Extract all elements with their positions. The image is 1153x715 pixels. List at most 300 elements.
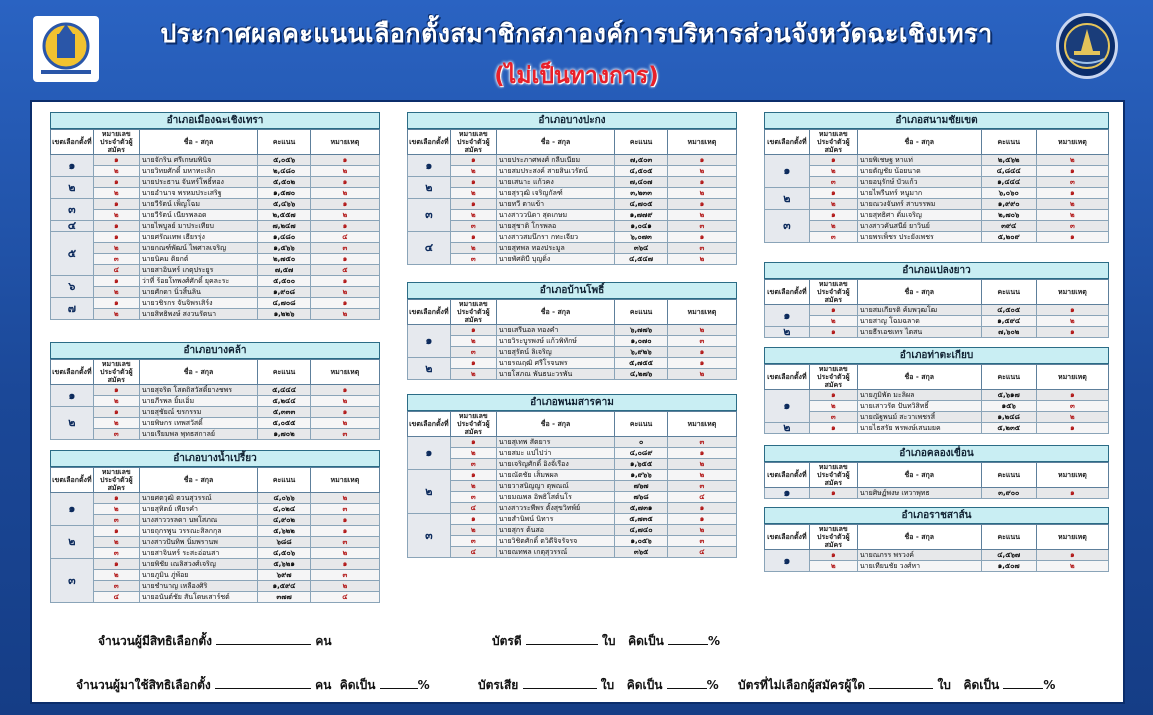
rank-note: ๒ — [310, 548, 379, 559]
candidate-name: นายสุกร ต้นสอ — [496, 525, 614, 536]
vote-score: ๑,๙๙๐ — [981, 199, 1036, 210]
rank-note: ๒ — [310, 418, 379, 429]
vote-score: ๑,๙๐๘ — [258, 287, 311, 298]
candidate-number: ๑ — [450, 177, 496, 188]
no-vote-label: บัตรที่ไม่เลือกผู้สมัครผู้ใด — [738, 678, 866, 692]
candidate-name: นายสิทธิพงษ์ สงวนรัตนา — [139, 309, 257, 320]
district-title: อำเภอท่าตะเกียบ — [764, 347, 1109, 364]
rank-note: ๒ — [1036, 210, 1108, 221]
voters-label: จำนวนผู้มาใช้สิทธิเลือกตั้ง — [76, 678, 211, 692]
candidate-name: นายกณฑ์พัฒน์ ไพศาลเจริญ — [139, 243, 257, 254]
table-row — [408, 177, 737, 188]
candidate-name: นายสุรวุฒิ เจริญกัลฑ์ — [496, 188, 614, 199]
col-score-header: คะแนน — [981, 130, 1036, 155]
vote-score: ๒,๕๕๗ — [258, 210, 311, 221]
bad-percent-label: คิดเป็น — [626, 678, 663, 692]
candidate-name: นายศตวุฒิ ตวนสุวรรณ์ — [139, 493, 257, 504]
district-table — [50, 342, 380, 440]
zone-cell: ๓ — [408, 514, 451, 558]
vote-score: ๒,๗๕๐ — [258, 254, 311, 265]
col-number-header: หมายเลขประจำตัวผู้สมัคร — [450, 130, 496, 155]
vote-score: ๔,๕๐๕ — [615, 166, 668, 177]
col-score-header: คะแนน — [258, 360, 311, 385]
candidate-name: นายไพบูลย์ มาประเทียบ — [139, 221, 257, 232]
vote-score: ๑,๒๔๘ — [981, 412, 1036, 423]
col-note-header: หมายเหตุ — [667, 300, 736, 325]
table-row — [51, 276, 380, 287]
candidate-number: ๒ — [450, 188, 496, 199]
district-table — [407, 282, 737, 380]
rank-note: ๓ — [310, 243, 379, 254]
candidate-number: ๒ — [809, 221, 857, 232]
col-number-header: หมายเลขประจำตัวผู้สมัคร — [809, 365, 857, 390]
candidate-number: ๒ — [450, 166, 496, 177]
candidate-number: ๓ — [450, 254, 496, 265]
table-row — [408, 254, 737, 265]
rank-note: ๓ — [667, 481, 736, 492]
table-row — [408, 536, 737, 547]
no-vote-percent-blank[interactable] — [1003, 688, 1043, 689]
candidate-number: ๓ — [450, 347, 496, 358]
vote-score: ๔,๙๐๒ — [258, 515, 311, 526]
candidate-name: นายศักดา นิ่วสิ้นลิน — [139, 287, 257, 298]
col-name-header: ชื่อ - สกุล — [139, 360, 257, 385]
zone-cell: ๔ — [408, 232, 451, 265]
candidate-number: ๑ — [809, 188, 857, 199]
voters-blank[interactable] — [215, 688, 311, 689]
rank-note: ๑ — [1036, 488, 1108, 499]
candidate-name: นายสมเกียรติ ค้มพวุฒโฒ — [857, 305, 981, 316]
vote-score: ๕,๒๐๙ — [981, 232, 1036, 243]
table-row — [765, 221, 1109, 232]
table-row — [51, 559, 380, 570]
candidate-name: นายภูมิพัต มะลิผล — [857, 390, 981, 401]
candidate-name: นายวีรัตน์ เนียรพลอด — [139, 210, 257, 221]
candidate-name: นายเทียนชัย วงศ์หา — [857, 561, 981, 572]
vote-score: ๕,๗๓๕ — [615, 514, 668, 525]
table-row — [51, 309, 380, 320]
results-panel — [30, 100, 1125, 704]
candidate-number: ๑ — [93, 407, 139, 418]
rank-note: ๑ — [1036, 305, 1108, 316]
candidate-number: ๒ — [450, 481, 496, 492]
rank-note: ๒ — [667, 166, 736, 177]
col-score-header: คะแนน — [258, 468, 311, 493]
candidate-number: ๒ — [93, 570, 139, 581]
vote-score: ๔,๕๔๗ — [615, 254, 668, 265]
candidate-number: ๑ — [809, 390, 857, 401]
candidate-name: นายภีรพล ยิ้มเอิ่ม — [139, 396, 257, 407]
district-title: อำเภอเมืองฉะเชิงเทรา — [50, 112, 380, 129]
candidate-number: ๓ — [93, 254, 139, 265]
vote-score: ๔,๒๗๖ — [615, 369, 668, 380]
vote-score: ๐ — [615, 437, 668, 448]
zone-cell: ๖ — [51, 276, 94, 298]
candidate-number: ๓ — [809, 232, 857, 243]
candidate-number: ๒ — [93, 537, 139, 548]
vote-score: ๕,๐๕๕ — [258, 418, 311, 429]
table-row — [51, 515, 380, 526]
candidate-name: นายสาอินทร์ เกตุประยูร — [139, 265, 257, 276]
table-row — [408, 481, 737, 492]
zone-cell: ๓ — [408, 199, 451, 232]
district-table — [407, 112, 737, 265]
rank-note: ๓ — [667, 221, 736, 232]
zone-cell: ๑ — [51, 155, 94, 177]
table-row — [51, 188, 380, 199]
candidate-name: นายธีรเอชเทร ไตสน — [857, 327, 981, 338]
col-name-header: ชื่อ - สกุล — [496, 130, 614, 155]
rank-note: ๒ — [310, 188, 379, 199]
col-note-header: หมายเหตุ — [667, 130, 736, 155]
col-zone-header: เขตเลือกตั้งที่ — [765, 130, 810, 155]
vote-score: ๓๖๕ — [615, 547, 668, 558]
candidate-name: นายเสนาะ แก้วคง — [496, 177, 614, 188]
candidate-name: นายสุทิตย์ เพียรคำ — [139, 504, 257, 515]
table-row — [408, 210, 737, 221]
eligible-blank[interactable] — [216, 644, 311, 645]
zone-cell: ๑ — [765, 155, 810, 188]
zone-cell: ๒ — [408, 470, 451, 514]
candidate-name: นายวิระบูรพงษ์ แก้วพิทักษ์ — [496, 336, 614, 347]
table-row — [765, 232, 1109, 243]
district-table — [764, 262, 1109, 338]
candidate-name: นายวาสนิญญา ตุพณณ์ — [496, 481, 614, 492]
bad-ballot-unit: ใบ — [600, 678, 615, 692]
vote-score: ๕,๕๐๒ — [258, 177, 311, 188]
rank-note: ๒ — [667, 470, 736, 481]
rank-note: ๑ — [310, 221, 379, 232]
candidate-number: ๑ — [450, 358, 496, 369]
bad-ballot-blank[interactable] — [523, 688, 597, 689]
candidate-name: นายพิษกร เทพสวัสดิ์ — [139, 418, 257, 429]
rank-note: ๑ — [310, 526, 379, 537]
table-row — [51, 407, 380, 418]
candidate-name: นายสำนิพน์ นิทาร — [496, 514, 614, 525]
col-note-header: หมายเหตุ — [1036, 463, 1108, 488]
results-table — [764, 279, 1109, 338]
vote-score: ๔,๗๔๐ — [615, 525, 668, 536]
voters-percent-blank[interactable] — [380, 688, 418, 689]
table-row — [408, 369, 737, 380]
no-vote-unit: ใบ — [937, 678, 951, 692]
table-header-row — [408, 412, 737, 437]
candidate-name: นายสมะ แปไปว่า — [496, 448, 614, 459]
rank-note: ๑ — [310, 155, 379, 166]
candidate-name: นายตัญชัย น้อยนาด — [857, 166, 981, 177]
col-name-header: ชื่อ - สกุล — [857, 463, 981, 488]
no-vote-blank[interactable] — [869, 688, 933, 689]
table-row — [408, 525, 737, 536]
col-score-header: คะแนน — [615, 300, 668, 325]
table-header-row — [765, 365, 1109, 390]
results-table — [764, 129, 1109, 243]
district-table — [407, 394, 737, 558]
good-percent-blank[interactable] — [668, 644, 708, 645]
candidate-name: นายรณฤฒิ ศรีโรจนพร — [496, 358, 614, 369]
zone-cell: ๑ — [765, 488, 810, 499]
candidate-name: นายพิเชษฐ หาแท่ — [857, 155, 981, 166]
candidate-name: นายสาจินทร์ ระสะอ่อนสา — [139, 548, 257, 559]
col-name-header: ชื่อ - สกุล — [857, 130, 981, 155]
candidate-number: ๒ — [93, 243, 139, 254]
candidate-number: ๑ — [809, 305, 857, 316]
vote-score: ๒,๕๖๒ — [981, 155, 1036, 166]
table-row — [51, 254, 380, 265]
candidate-number: ๒ — [450, 448, 496, 459]
candidate-name: นายณวงจันทร์ สาบรรพม — [857, 199, 981, 210]
rank-note: ๑ — [1036, 390, 1108, 401]
candidate-name: นายณัฐพนม์ สะวาเพชรสิ์ — [857, 412, 981, 423]
col-note-header: หมายเหตุ — [1036, 280, 1108, 305]
vote-score: ๑,๖๕๕ — [615, 459, 668, 470]
voters-percent-sign: % — [417, 678, 430, 692]
rank-note: ๓ — [1036, 221, 1108, 232]
zone-cell: ๒ — [51, 177, 94, 199]
col-name-header: ชื่อ - สกุล — [496, 412, 614, 437]
candidate-number: ๓ — [93, 515, 139, 526]
district-title: อำเภอแปลงยาว — [764, 262, 1109, 279]
candidate-name: นายไธสรัย พรพงษ์เสนมยค — [857, 423, 981, 434]
vote-score: ๑,๐๗๐ — [615, 336, 668, 347]
candidate-number: ๑ — [809, 550, 857, 561]
table-row — [765, 550, 1109, 561]
rank-note: ๑ — [667, 155, 736, 166]
candidate-name: นางสาววรลดา นพโสภณ — [139, 515, 257, 526]
candidate-number: ๒ — [450, 336, 496, 347]
vote-score: ๑,๐๕๖ — [615, 536, 668, 547]
rank-note: ๒ — [310, 166, 379, 177]
vote-score: ๕,๖๒๒ — [258, 526, 311, 537]
zone-cell: ๑ — [51, 385, 94, 407]
table-row — [408, 232, 737, 243]
table-row — [765, 305, 1109, 316]
rank-note: ๑ — [667, 347, 736, 358]
rank-note: ๔ — [310, 232, 379, 243]
col-zone-header: เขตเลือกตั้งที่ — [51, 130, 94, 155]
col-score-header: คะแนน — [981, 365, 1036, 390]
rank-note: ๒ — [1036, 199, 1108, 210]
vote-score: ๔,๗๐๕ — [615, 199, 668, 210]
zone-cell: ๑ — [408, 155, 451, 177]
col-score-header: คะแนน — [615, 412, 668, 437]
rank-note: ๒ — [310, 210, 379, 221]
zone-cell: ๓ — [51, 199, 94, 221]
no-vote-row — [738, 676, 1055, 695]
col-note-header: หมายเหตุ — [310, 360, 379, 385]
voters-unit: คน — [315, 678, 332, 692]
table-row — [408, 336, 737, 347]
vote-score: ๕,๔๔๔ — [258, 385, 311, 396]
vote-score: ๑,๕๐๗ — [981, 561, 1036, 572]
results-table — [50, 129, 380, 320]
table-row — [51, 155, 380, 166]
table-row — [51, 199, 380, 210]
rank-note: ๑ — [310, 559, 379, 570]
candidate-name: นางสาวระพีพร ตั้งสุขวิทพ์ย์ — [496, 503, 614, 514]
col-number-header: หมายเลขประจำตัวผู้สมัคร — [93, 468, 139, 493]
district-table — [50, 450, 380, 603]
district-table — [764, 112, 1109, 243]
bad-percent-blank[interactable] — [667, 688, 707, 689]
candidate-name: นายสุทพล ทองประมูล — [496, 243, 614, 254]
col-note-header: หมายเหตุ — [1036, 525, 1108, 550]
rank-note: ๓ — [310, 570, 379, 581]
candidate-name: นายชำนาญ เหลืองศิริ — [139, 581, 257, 592]
rank-note: ๔ — [667, 547, 736, 558]
candidate-number: ๑ — [450, 155, 496, 166]
table-header-row — [765, 130, 1109, 155]
table-row — [765, 488, 1109, 499]
candidate-number: ๓ — [450, 221, 496, 232]
col-score-header: คะแนน — [258, 130, 311, 155]
rank-note: ๑ — [667, 448, 736, 459]
zone-cell: ๒ — [765, 188, 810, 210]
header — [0, 0, 1153, 100]
candidate-number: ๑ — [450, 514, 496, 525]
rank-note: ๒ — [667, 459, 736, 470]
col-number-header: หมายเลขประจำตัวผู้สมัคร — [809, 525, 857, 550]
vote-score: ๒,๔๘๐ — [258, 166, 311, 177]
candidate-number: ๑ — [93, 155, 139, 166]
vote-score: ๑,๕๙๔ — [981, 316, 1036, 327]
zone-cell: ๓ — [765, 210, 810, 243]
candidate-name: นายอำนาจ พรหมประเสริฐ — [139, 188, 257, 199]
vote-score: ๓,๒๓๓ — [615, 188, 668, 199]
vote-score: ๑,๙๖๖ — [615, 470, 668, 481]
eligible-unit: คน — [315, 634, 332, 648]
vote-score: ๔,๕๐๕ — [981, 305, 1036, 316]
candidate-name: นายเจริญศักดิ์ อิงจั่เรือง — [496, 459, 614, 470]
eligible-label: จำนวนผู้มีสิทธิเลือกตั้ง — [98, 634, 212, 648]
table-row — [51, 396, 380, 407]
results-table — [407, 129, 737, 265]
table-row — [408, 188, 737, 199]
candidate-number: ๑ — [93, 559, 139, 570]
vote-score: ๗,๖๐๒ — [981, 327, 1036, 338]
vote-score: ๔,๐๒๔ — [258, 504, 311, 515]
page-subtitle: (ไม่เป็นทางการ) — [494, 63, 659, 89]
candidate-number: ๑ — [450, 199, 496, 210]
results-table — [407, 299, 737, 380]
vote-score: ๕,๐๕๖ — [258, 155, 311, 166]
candidate-number: ๒ — [809, 561, 857, 572]
district-title: อำเภอบางปะกง — [407, 112, 737, 129]
results-table — [764, 364, 1109, 434]
table-row — [408, 243, 737, 254]
rank-note: ๒ — [667, 254, 736, 265]
vote-score: ๔,๘๔๔ — [981, 166, 1036, 177]
candidate-number: ๑ — [450, 325, 496, 336]
candidate-number: ๑ — [93, 385, 139, 396]
candidate-number: ๒ — [450, 243, 496, 254]
table-row — [51, 581, 380, 592]
candidate-number: ๒ — [93, 210, 139, 221]
candidate-number: ๒ — [450, 210, 496, 221]
page-title: ประกาศผลคะแนนเลือกตั้งสมาชิกสภาองค์การบริหารส่วนจังหวัดฉะเชิงเทรา — [160, 19, 993, 48]
candidate-name: นายทวี ตาแข้า — [496, 199, 614, 210]
vote-score: ๖๙๗ — [258, 570, 311, 581]
table-header-row — [408, 300, 737, 325]
table-row — [51, 298, 380, 309]
table-row — [408, 448, 737, 459]
zone-cell: ๔ — [51, 221, 94, 232]
eligible-row — [98, 632, 332, 651]
table-row — [51, 526, 380, 537]
candidate-number: ๒ — [93, 504, 139, 515]
rank-note: ๒ — [310, 493, 379, 504]
table-row — [51, 265, 380, 276]
bad-percent-sign: % — [706, 678, 719, 692]
vote-score: ๔,๗๐๘ — [258, 298, 311, 309]
vote-score: ๖,๗๗๖ — [615, 325, 668, 336]
candidate-name: นายประภาศพงศ์ กลีบเนียม — [496, 155, 614, 166]
table-header-row — [51, 130, 380, 155]
rank-note: ๒ — [310, 309, 379, 320]
zone-cell: ๕ — [51, 232, 94, 276]
bad-ballot-row — [478, 676, 719, 695]
col-number-header: หมายเลขประจำตัวผู้สมัคร — [809, 130, 857, 155]
candidate-number: ๒ — [450, 369, 496, 380]
table-row — [51, 570, 380, 581]
candidate-name: นายณภรร พรวงค์ — [857, 550, 981, 561]
rank-note: ๓ — [667, 536, 736, 547]
candidate-number: ๔ — [450, 503, 496, 514]
rank-note: ๑ — [310, 298, 379, 309]
zone-cell: ๒ — [765, 327, 810, 338]
candidate-number: ๑ — [93, 221, 139, 232]
candidate-number: ๒ — [93, 188, 139, 199]
col-number-header: หมายเลขประจำตัวผู้สมัคร — [93, 130, 139, 155]
good-percent-sign: % — [708, 634, 721, 648]
vote-score: ๑,๕๙๔ — [258, 581, 311, 592]
district-title: อำเภอพนมสารคาม — [407, 394, 737, 411]
good-ballot-blank[interactable] — [526, 644, 598, 645]
vote-score: ๕,๖๑๗ — [981, 390, 1036, 401]
rank-note: ๒ — [310, 581, 379, 592]
table-row — [408, 459, 737, 470]
table-row — [408, 492, 737, 503]
candidate-name: นายพิชัย เณลิสวงศ์เจริญ — [139, 559, 257, 570]
zone-cell: ๗ — [51, 298, 94, 320]
table-header-row — [765, 280, 1109, 305]
vote-score: ๕,๔๖๖ — [258, 199, 311, 210]
candidate-name: นายอนุรักษ์ บัวแก้ว — [857, 177, 981, 188]
candidate-number: ๓ — [93, 548, 139, 559]
candidate-name: นายอนันต์ชัย สันโดษเสาร์ชต์ — [139, 592, 257, 603]
zone-cell: ๑ — [765, 550, 810, 572]
candidate-name: นายโสภณ พันธนะวรพัน — [496, 369, 614, 380]
candidate-name: นางสาววนิดา สุดเกษม — [496, 210, 614, 221]
rank-note: ๑ — [667, 199, 736, 210]
col-note-header: หมายเหตุ — [1036, 365, 1108, 390]
rank-note: ๑ — [1036, 423, 1108, 434]
candidate-name: นายศิษฏ์พงษ เทวาพุทธ — [857, 488, 981, 499]
candidate-number: ๑ — [93, 526, 139, 537]
rank-note: ๒ — [1036, 155, 1108, 166]
rank-note: ๑ — [667, 503, 736, 514]
col-name-header: ชื่อ - สกุล — [496, 300, 614, 325]
results-table — [764, 524, 1109, 572]
candidate-number: ๔ — [450, 547, 496, 558]
candidate-name: นางสาวสมนึกรา กทะเจียว — [496, 232, 614, 243]
table-row — [765, 316, 1109, 327]
table-row — [765, 423, 1109, 434]
table-row — [408, 437, 737, 448]
candidate-name: นายจักริน ศรีเกษมพินิจ — [139, 155, 257, 166]
candidate-number: ๑ — [93, 177, 139, 188]
table-header-row — [765, 463, 1109, 488]
